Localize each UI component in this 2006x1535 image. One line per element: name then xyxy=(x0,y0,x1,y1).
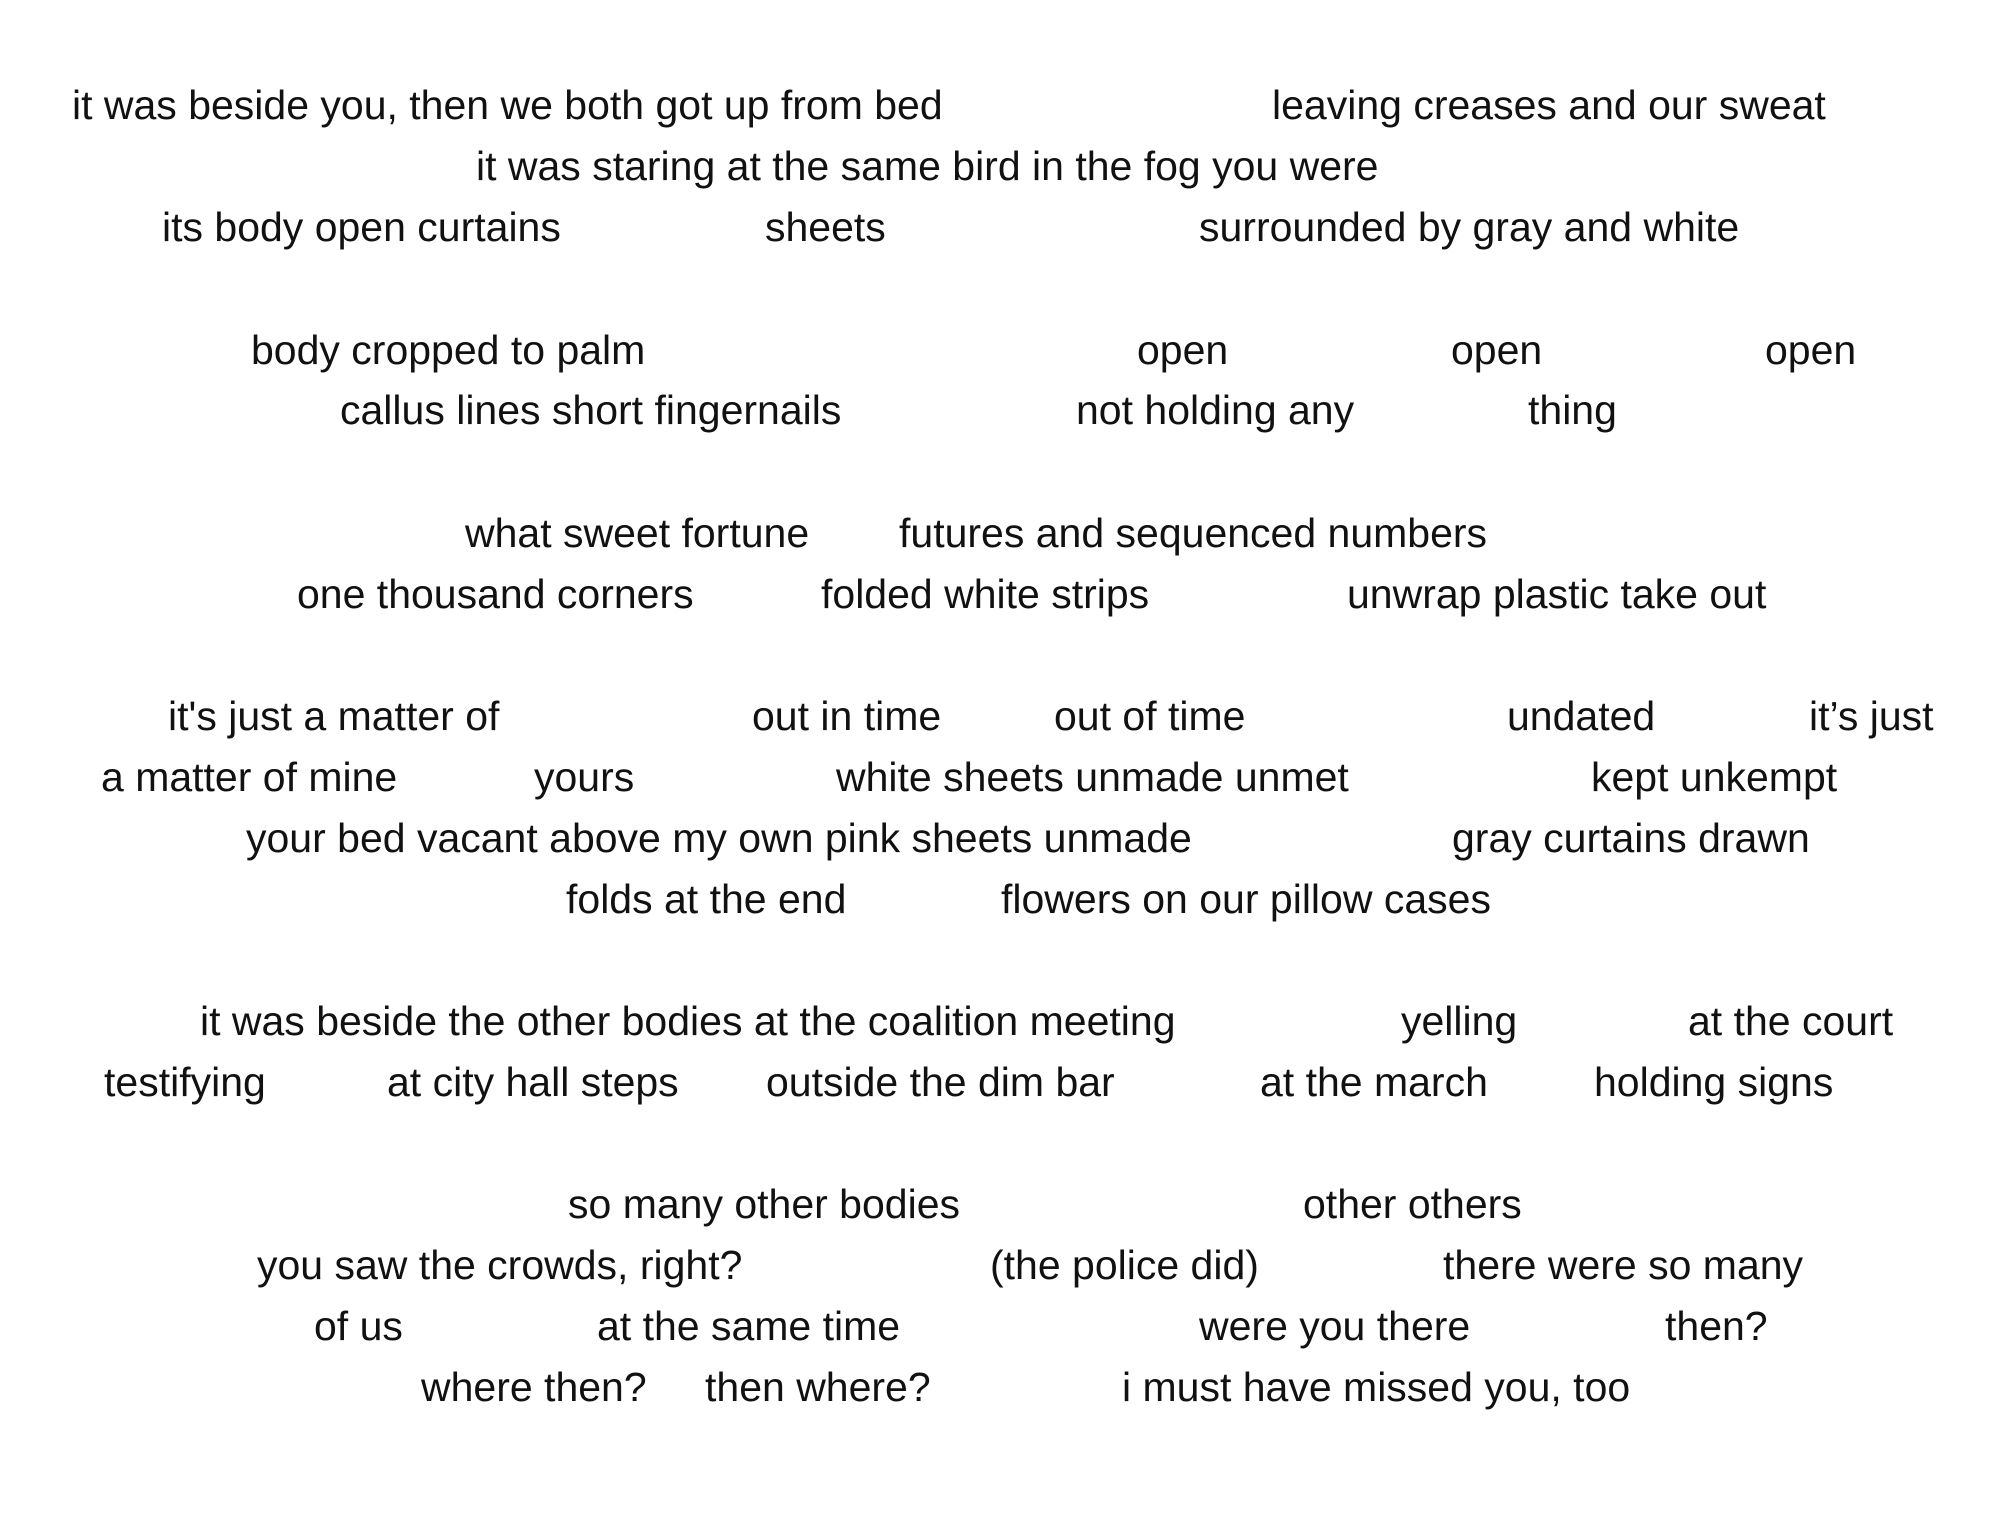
poem-fragment: it's just a matter of xyxy=(168,693,500,739)
poem-fragment: there were so many xyxy=(1443,1242,1804,1288)
poem-fragment: open xyxy=(1451,327,1543,373)
poem-fragment: were you there xyxy=(1199,1303,1471,1349)
poem-fragment: surrounded by gray and white xyxy=(1199,204,1740,250)
poem-fragment: your bed vacant above my own pink sheets unmade xyxy=(246,815,1192,861)
poem-fragment: sheets xyxy=(765,204,886,250)
poem-fragment: one thousand corners xyxy=(297,571,694,617)
poem-fragment: yours xyxy=(534,754,635,800)
poem-fragment: flowers on our pillow cases xyxy=(1001,876,1491,922)
poem-fragment: so many other bodies xyxy=(568,1181,961,1227)
poem-fragment: at the court xyxy=(1688,998,1894,1044)
poem-fragment: undated xyxy=(1507,693,1656,739)
poem-fragment: callus lines short fingernails xyxy=(340,387,842,433)
poem-fragment: leaving creases and our sweat xyxy=(1272,82,1826,128)
poem-fragment: i must have missed you, too xyxy=(1122,1364,1631,1410)
poem-fragment: it was beside you, then we both got up from bed xyxy=(72,82,943,128)
poem-fragment: out of time xyxy=(1054,693,1246,739)
poem-fragment: out in time xyxy=(752,693,942,739)
poem-fragment: it was staring at the same bird in the fog you were xyxy=(476,143,1379,189)
poem-fragment: holding signs xyxy=(1594,1059,1834,1105)
poem-fragment: gray curtains drawn xyxy=(1452,815,1810,861)
poem-fragment: unwrap plastic take out xyxy=(1347,571,1767,617)
poem-fragment: (the police did) xyxy=(990,1242,1259,1288)
poem-fragment: outside the dim bar xyxy=(766,1059,1115,1105)
poem-fragment: other others xyxy=(1303,1181,1522,1227)
poem-fragment: its body open curtains xyxy=(162,204,561,250)
poem-fragment: then where? xyxy=(705,1364,931,1410)
poem-fragment: body cropped to palm xyxy=(251,327,646,373)
poem-fragment: not holding any xyxy=(1076,387,1355,433)
poem-fragment: thing xyxy=(1528,387,1617,433)
poem-fragment: then? xyxy=(1665,1303,1768,1349)
poem-fragment: you saw the crowds, right? xyxy=(257,1242,743,1288)
poem-fragment: what sweet fortune xyxy=(465,510,810,556)
poem-fragment: testifying xyxy=(104,1059,266,1105)
poem-fragment: open xyxy=(1765,327,1857,373)
poem-fragment: of us xyxy=(314,1303,403,1349)
poem-fragment: at the same time xyxy=(597,1303,901,1349)
poem-fragment: a matter of mine xyxy=(101,754,398,800)
poem-fragment: white sheets unmade unmet xyxy=(836,754,1349,800)
poem-fragment: it’s just xyxy=(1809,693,1934,739)
poem-fragment: where then? xyxy=(421,1364,647,1410)
poem-fragment: it was beside the other bodies at the coalition meeting xyxy=(200,998,1176,1044)
poem-fragment: open xyxy=(1137,327,1229,373)
poem-fragment: folds at the end xyxy=(566,876,847,922)
poem-fragment: folded white strips xyxy=(821,571,1150,617)
poem-fragment: yelling xyxy=(1401,998,1518,1044)
poem-fragment: futures and sequenced numbers xyxy=(899,510,1488,556)
poem-fragment: at city hall steps xyxy=(387,1059,679,1105)
poem-fragment: kept unkempt xyxy=(1591,754,1838,800)
poem-fragment: at the march xyxy=(1260,1059,1488,1105)
